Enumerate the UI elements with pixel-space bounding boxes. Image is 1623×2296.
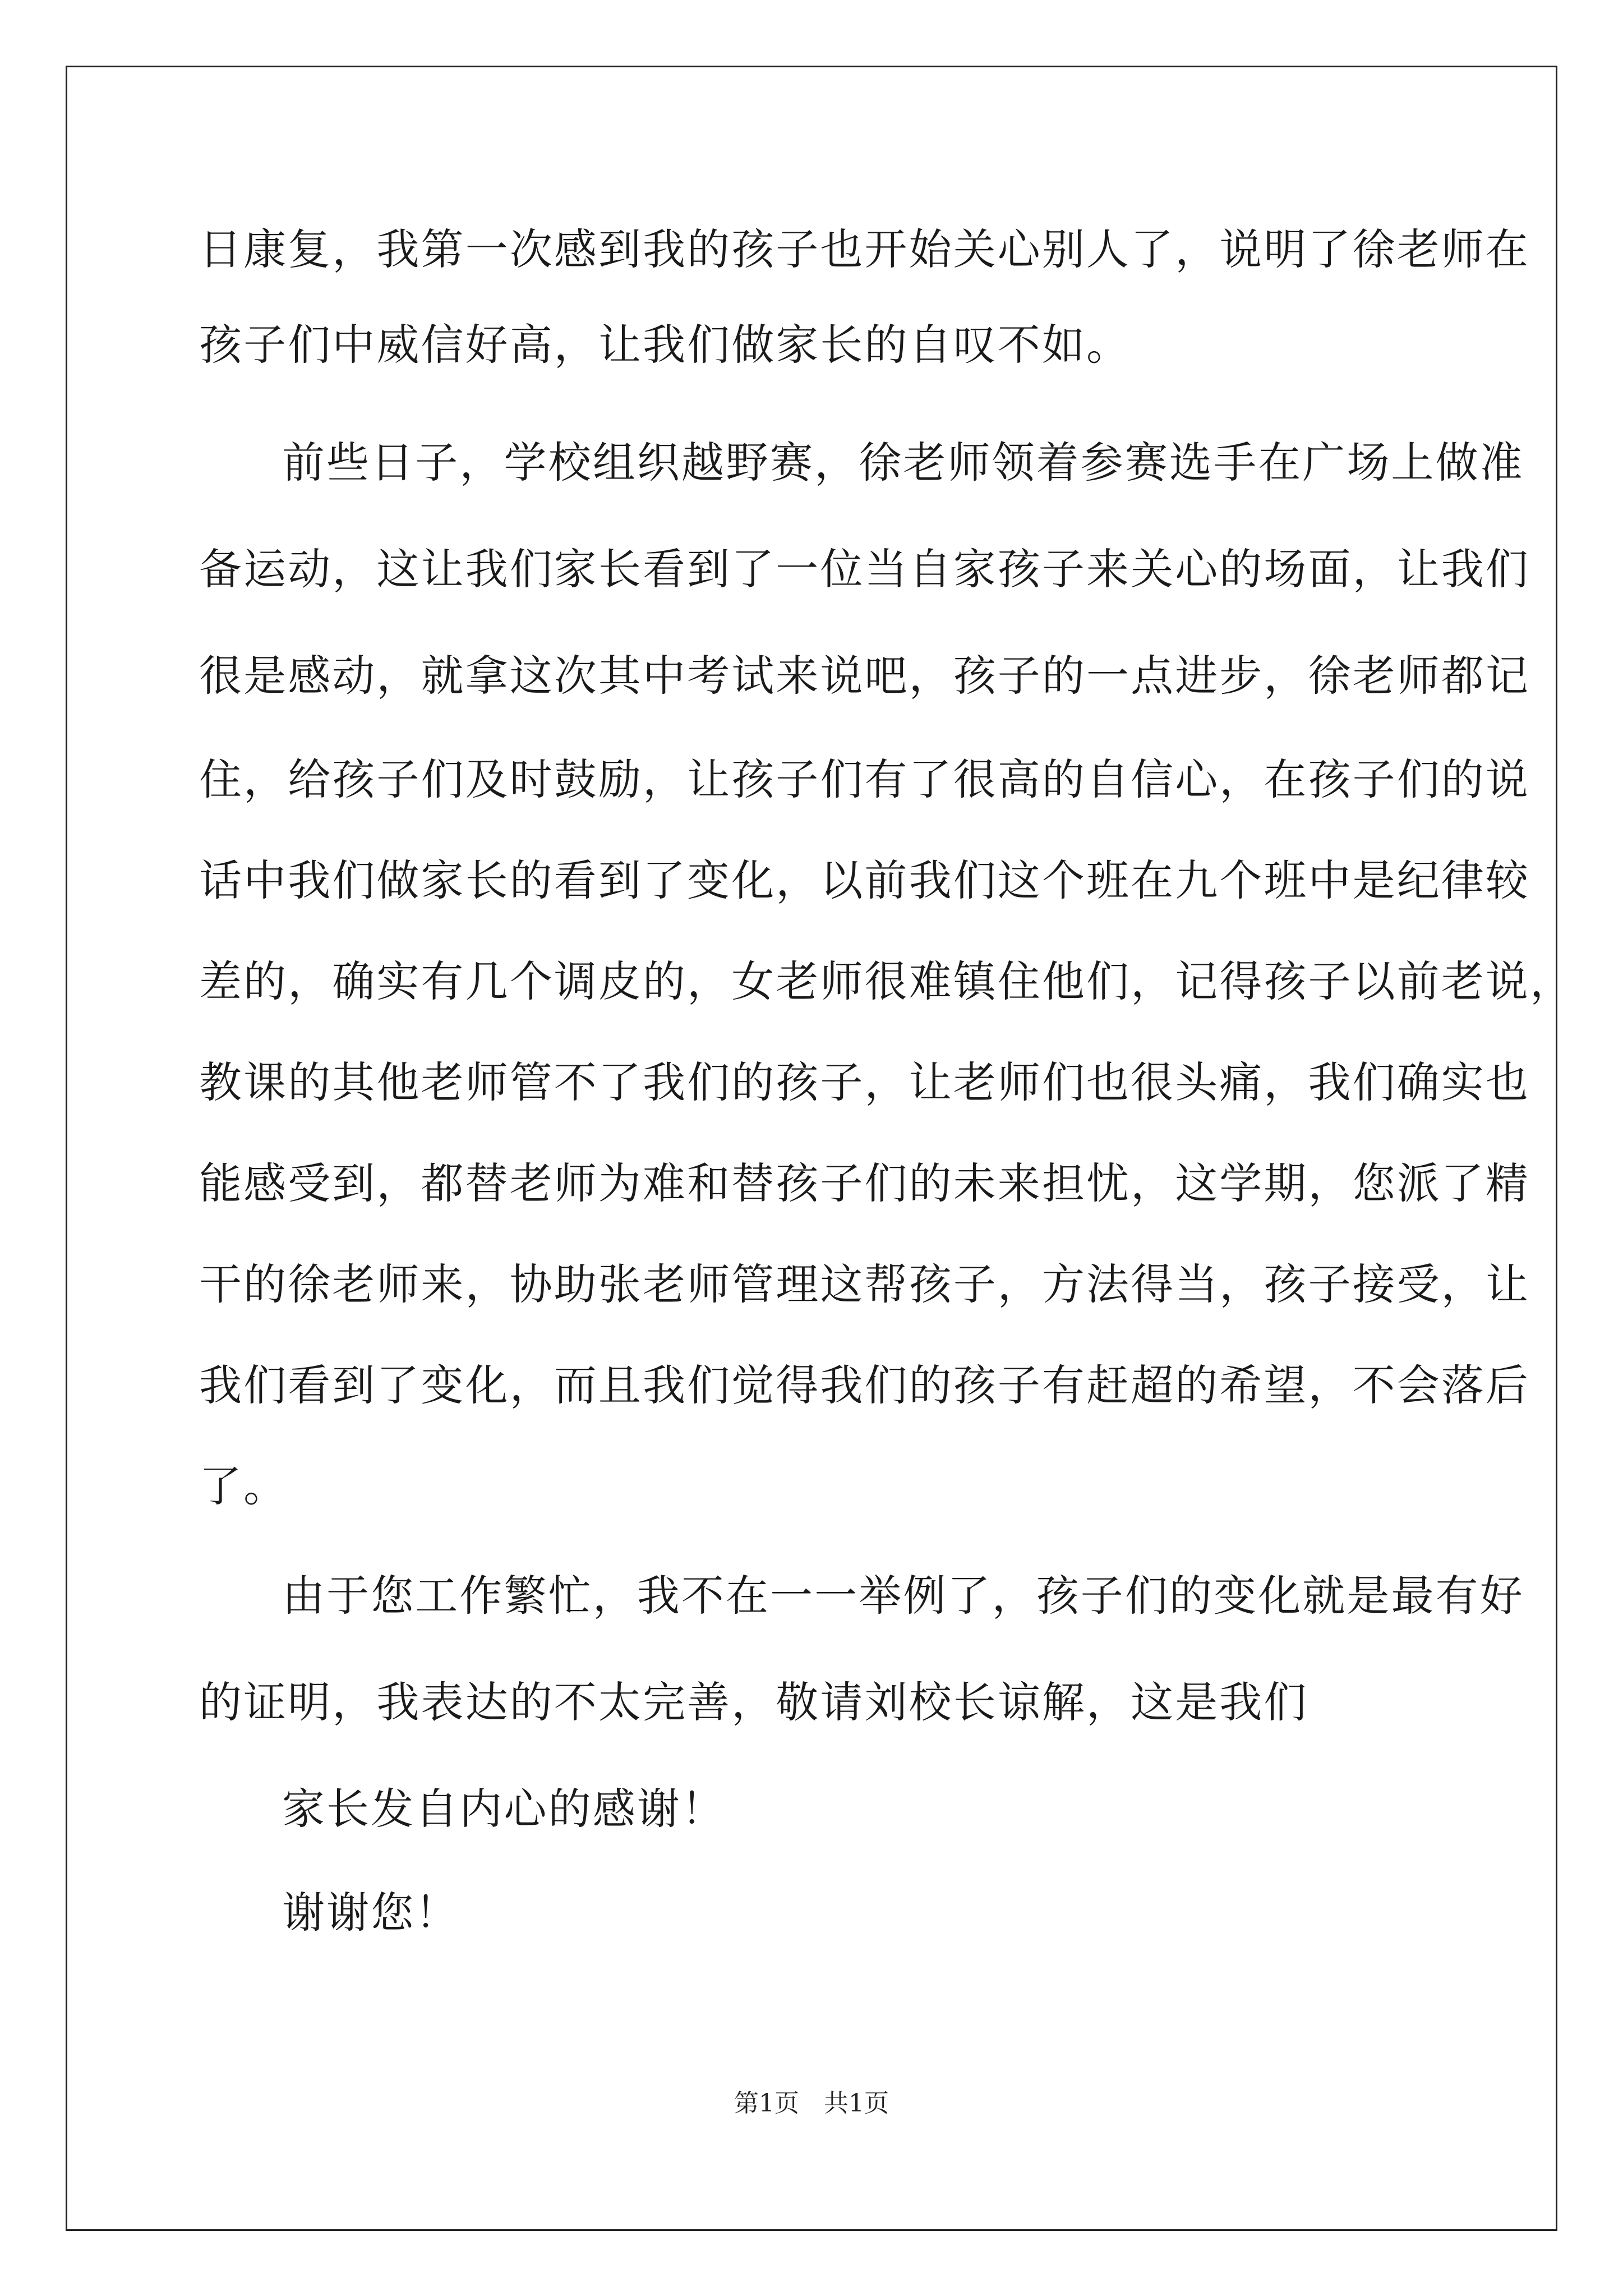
text-line: 很是感动，就拿这次其中考试来说吧，孩子的一点进步，徐老师都记 <box>199 651 1530 701</box>
text-line: 孩子们中威信好高，让我们做家长的自叹不如。 <box>199 320 1131 370</box>
text-line: 备运动，这让我们家长看到了一位当自家孩子来关心的场面，让我们 <box>199 544 1530 594</box>
text-line: 了。 <box>199 1461 288 1511</box>
text-line: 干的徐老师来，协助张老师管理这帮孩子，方法得当，孩子接受，让 <box>199 1259 1530 1309</box>
paragraph-start-line: 由于您工作繁忙，我不在一一举例了，孩子们的变化就是最有好 <box>282 1571 1524 1621</box>
text-line: 的证明，我表达的不太完善，敬请刘校长谅解，这是我们 <box>199 1677 1308 1727</box>
text-line: 教课的其他老师管不了我们的孩子，让老师们也很头痛，我们确实也 <box>199 1057 1530 1107</box>
paragraph-start-line: 前些日子，学校组织越野赛，徐老师领着参赛选手在广场上做准 <box>282 438 1524 487</box>
text-line: 住，给孩子们及时鼓励，让孩子们有了很高的自信心，在孩子们的说 <box>199 754 1530 804</box>
text-line: 日康复，我第一次感到我的孩子也开始关心别人了，说明了徐老师在 <box>199 224 1530 274</box>
text-line: 差的，确实有几个调皮的，女老师很难镇住他们，记得孩子以前老说， <box>199 956 1575 1006</box>
text-line: 能感受到，都替老师为难和替孩子们的未来担忧，这学期，您派了精 <box>199 1158 1530 1208</box>
page-number: 第1页 共1页 <box>734 2089 889 2118</box>
text-line: 我们看到了变化，而且我们觉得我们的孩子有赶超的希望，不会落后 <box>199 1360 1530 1410</box>
closing-line: 家长发自内心的感谢！ <box>282 1784 726 1834</box>
closing-thanks-line: 谢谢您！ <box>282 1888 460 1938</box>
text-line: 话中我们做家长的看到了变化，以前我们这个班在九个班中是纪律较 <box>199 855 1530 905</box>
